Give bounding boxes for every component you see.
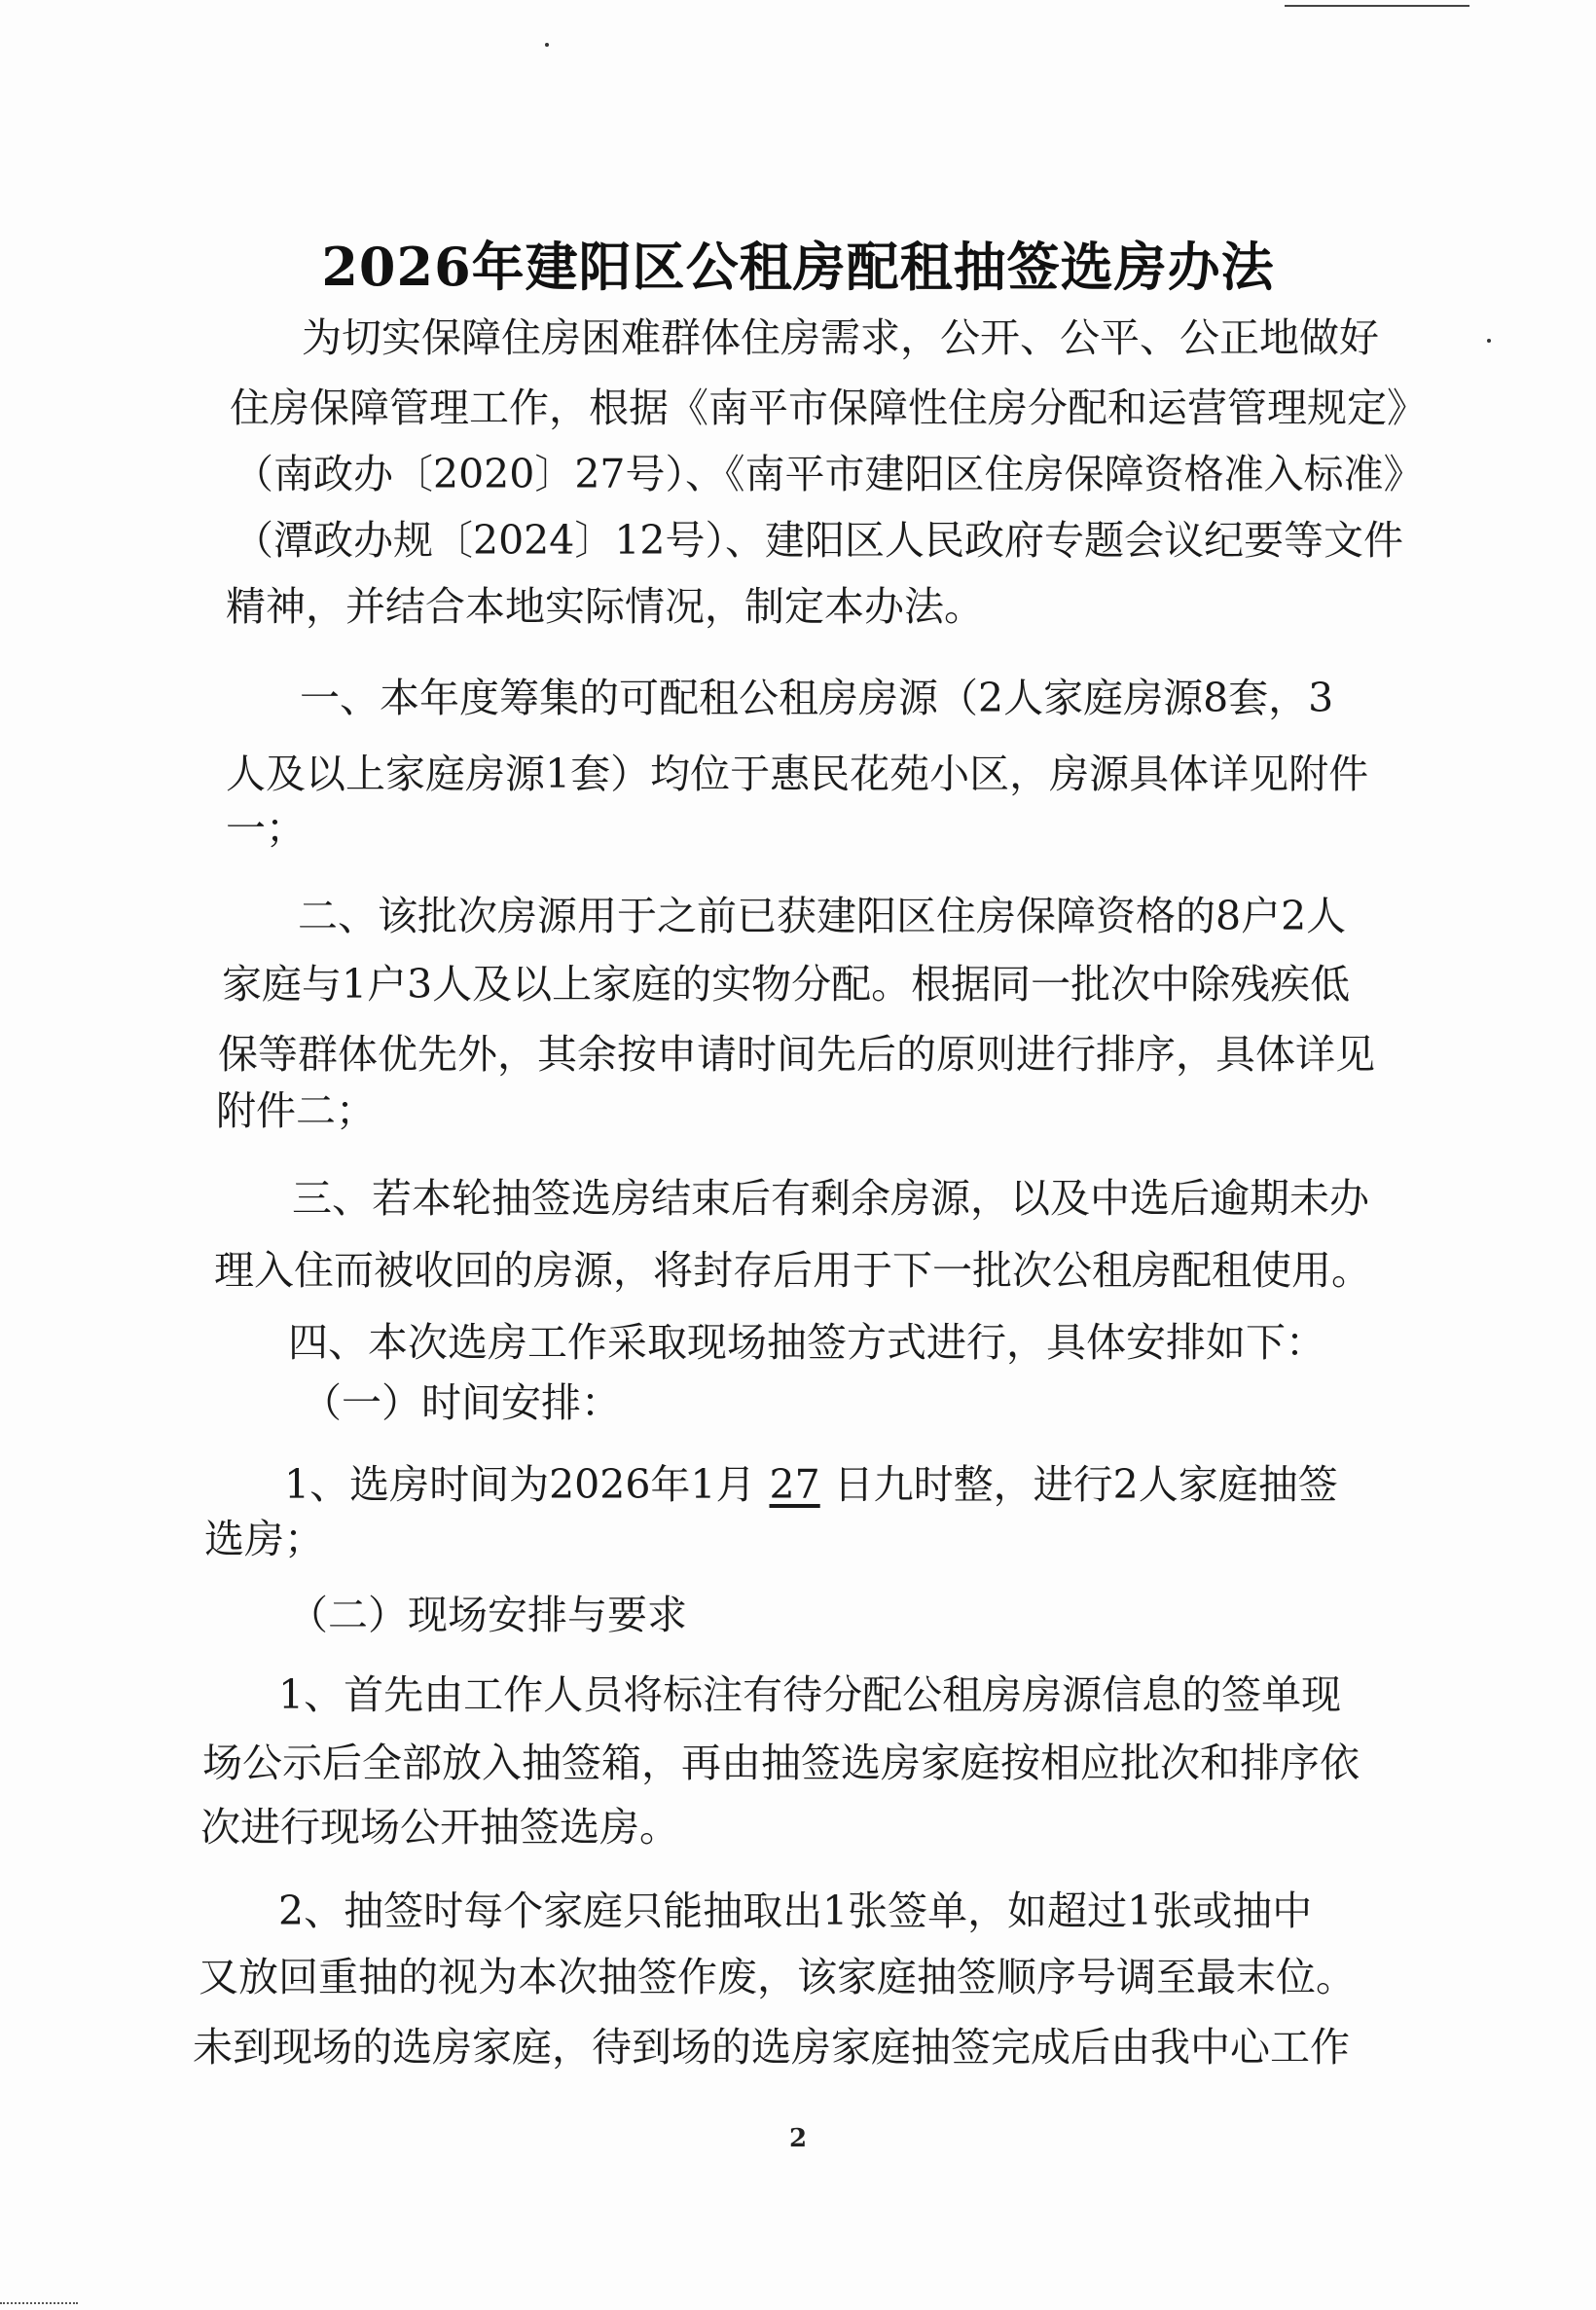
section4-heading: 四、本次选房工作采取现场抽签方式进行，具体安排如下： [288,1319,1325,1366]
sub1-item1-cont: 选房； [204,1516,324,1562]
document-title: 2026年建阳区公租房配租抽签选房办法 [321,236,1275,298]
sub1-item1 [284,1460,1338,1509]
section2-line: 保等群体优先外，其余按申请时间先后的原则进行排序，具体详见 [218,1031,1375,1078]
section1-line: 一； [226,805,306,852]
sub2-item2-line: 又放回重抽的视为本次抽签作废，该家庭抽签顺序号调至最末位。 [199,1954,1356,2000]
section1-line: 一、本年度筹集的可配租公租房房源（2人家庭房源8套，3 [300,675,1334,721]
intro-line: 为切实保障住房困难群体住房需求，公开、公平、公正地做好 [302,314,1379,361]
selection-day: 27 [769,1461,820,1508]
section2-line: 附件二； [216,1087,376,1134]
sub1-item1-before: 1、选房时间为2026年1月 [284,1461,756,1508]
intro-line: 住房保障管理工作，根据《南平市保障性住房分配和运营管理规定》 [230,385,1427,431]
section3-line: 三、若本轮抽签选房结束后有剩余房源，以及中选后逾期未办 [292,1175,1369,1222]
sub2-item1-line: 1、首先由工作人员将标注有待分配公租房房源信息的签单现 [278,1671,1342,1718]
intro-line: 精神，并结合本地实际情况，制定本办法。 [226,583,984,630]
intro-line: （潭政办规〔2024〕12号）、建阳区人民政府专题会议纪要等文件 [234,517,1404,564]
sub1-heading: （一）时间安排： [302,1379,621,1426]
intro-line: （南政办〔2020〕27号）、《南平市建阳区住房保障资格准入标准》 [234,451,1424,497]
scan-speck [1487,339,1491,343]
section2-line: 二、该批次房源用于之前已获建阳区住房保障资格的8户2人 [298,893,1347,939]
scan-speck [545,43,549,47]
sub2-item1-line: 次进行现场公开抽签选房。 [200,1804,679,1851]
section2-line: 家庭与1户3人及以上家庭的实物分配。根据同一批次中除残疾低 [222,961,1351,1008]
section1-line: 人及以上家庭房源1套）均位于惠民花苑小区，房源具体详见附件 [226,751,1369,797]
scan-artifact-top [1285,0,1469,7]
sub2-item2-line: 未到现场的选房家庭，待到场的选房家庭抽签完成后由我中心工作 [193,2024,1350,2071]
sub1-item1-after: 日九时整，进行2人家庭抽签 [833,1461,1338,1508]
section3-line: 理入住而被收回的房源，将封存后用于下一批次公租房配租使用。 [214,1247,1371,1294]
sub2-heading: （二）现场安排与要求 [288,1592,687,1638]
page-number: 2 [788,2124,808,2153]
sub2-item1-line: 场公示后全部放入抽签箱，再由抽签选房家庭按相应批次和排序依 [202,1740,1360,1786]
sub2-item2-line: 2、抽签时每个家庭只能抽取出1张签单，如超过1张或抽中 [278,1888,1313,1934]
scan-artifact-bottom [0,2302,78,2310]
